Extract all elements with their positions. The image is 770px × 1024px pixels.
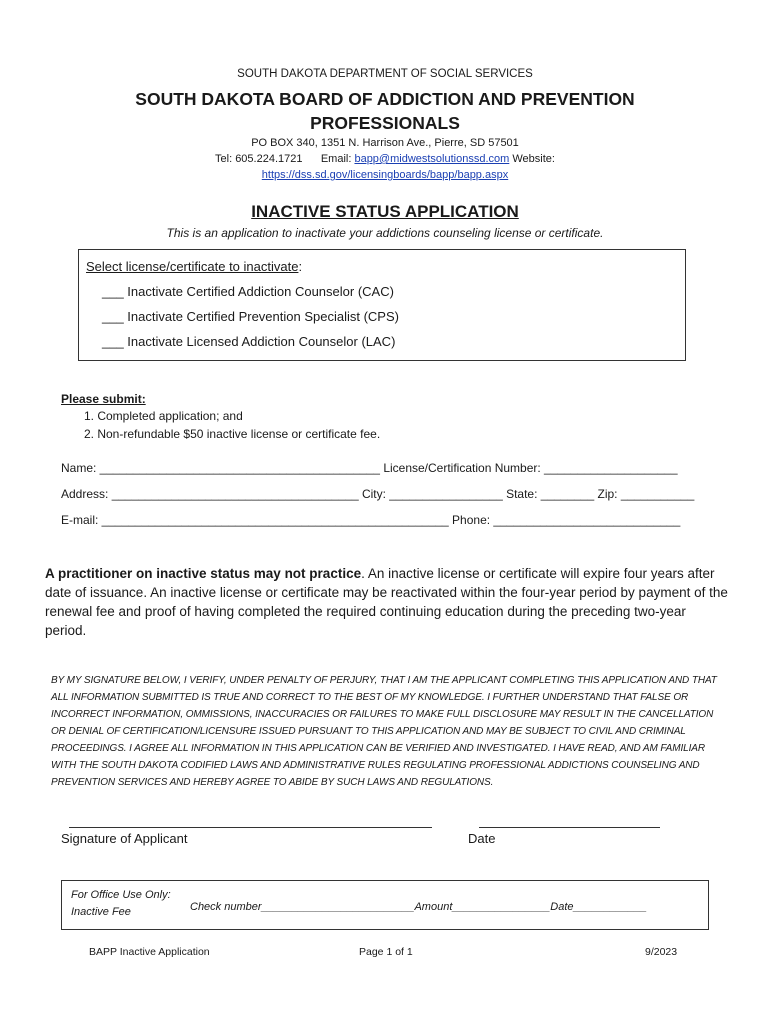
date-line[interactable] bbox=[479, 827, 660, 828]
selection-label bbox=[86, 259, 302, 274]
website-link[interactable]: https://dss.sd.gov/licensingboards/bapp/bapp.aspx bbox=[261, 169, 509, 181]
board-title-line1: SOUTH DAKOTA BOARD OF ADDICTION AND PREVENTION bbox=[135, 89, 635, 109]
submit-item-2: 2. Non-refundable $50 inactive license or certificate fee. bbox=[84, 427, 381, 441]
name-license-field-row[interactable]: Name: __________________________________________ License/Certification Number: ____________________ bbox=[61, 461, 678, 475]
footer-page-number: Page 1 of 1 bbox=[359, 946, 413, 958]
date-label: Date bbox=[468, 831, 496, 846]
contact-line bbox=[0, 153, 770, 165]
email-link[interactable]: bapp@midwestsolutionssd.com bbox=[354, 153, 510, 165]
form-subtitle: This is an application to inactivate your addictions counseling license or certificate. bbox=[166, 226, 604, 240]
inactive-fee-label: Inactive Fee bbox=[71, 906, 131, 918]
submit-heading: Please submit: bbox=[61, 392, 146, 406]
selection-label-colon: : bbox=[298, 259, 303, 274]
notice-bold: A practitioner on inactive status may not practice bbox=[45, 566, 362, 581]
footer-revision-date: 9/2023 bbox=[645, 946, 678, 958]
board-title bbox=[0, 87, 770, 135]
footer-form-name: BAPP Inactive Application bbox=[89, 946, 210, 958]
affirmation-statement: BY MY SIGNATURE BELOW, I VERIFY, UNDER PENALTY OF PERJURY, THAT I AM THE APPLICANT COMPLETING THIS APPLICATION AND THAT ALL INFORMATION SUBMITTED IS TRUE AND CORRECT TO THE BEST OF MY KNOWLEDGE. I FURTHER UNDERSTAND THAT FALSE OR INCORRECT INFORMATION, OMMISSIONS, INACCURACIES OR FAILURES TO MAKE FULL DISCLOSURE MAY RESULT IN THE CANCELLATION OR DENIAL OF CERTIFICATION/LICENSURE ISSUED PURSUANT TO THIS APPLICATION AND MAY BE SUBJECT TO CIVIL AND CRIMINAL PROCEEDINGS. I AGREE ALL INFORMATION IN THIS APPLICATION CAN BE VERIFIED AND INVESTIGATED. I HAVE READ, AND AM FAMILIAR WITH THE SOUTH DAKOTA CODIFIED LAWS AND ADMINISTRATIVE RULES REGULATING PROFESSIONAL ADDICTIONS COUNSELING AND PREVENTION SERVICES AND HEREBY AGREE TO ABIDE BY SUCH LAWS AND REGULATIONS. bbox=[51, 675, 717, 788]
notice-text: . An inactive license or certificate will expire four years after date of issuance. An inactive license or certificate may be reactivated within the four-year period by payment of the renewal fee and proof of having completed the required continuing education during the preceding two-year period. bbox=[45, 566, 728, 638]
submit-item-1: 1. Completed application; and bbox=[84, 409, 243, 423]
telephone: Tel: 605.224.1721 bbox=[215, 153, 303, 165]
office-fee-fields: Check number_________________________Amount________________Date____________ bbox=[190, 901, 647, 913]
website-label: Website: bbox=[512, 153, 555, 165]
form-title: INACTIVE STATUS APPLICATION bbox=[251, 202, 519, 221]
inactive-status-notice bbox=[45, 564, 730, 640]
option-cac[interactable]: ___ Inactivate Certified Addiction Counselor (CAC) bbox=[102, 284, 394, 299]
address-field-row[interactable]: Address: _____________________________________ City: _________________ State: ________ Zip: ___________ bbox=[61, 487, 695, 501]
department-name: SOUTH DAKOTA DEPARTMENT OF SOCIAL SERVICES bbox=[237, 68, 533, 80]
signature-label: Signature of Applicant bbox=[61, 831, 188, 846]
office-use-label: For Office Use Only: bbox=[71, 889, 171, 901]
email-phone-field-row[interactable]: E-mail: ____________________________________________________ Phone: ____________________________ bbox=[61, 513, 681, 527]
mailing-address: PO BOX 340, 1351 N. Harrison Ave., Pierre, SD 57501 bbox=[251, 137, 519, 149]
option-cps[interactable]: ___ Inactivate Certified Prevention Specialist (CPS) bbox=[102, 309, 399, 324]
signature-line[interactable] bbox=[69, 827, 432, 828]
option-lac[interactable]: ___ Inactivate Licensed Addiction Counselor (LAC) bbox=[102, 334, 396, 349]
website-row bbox=[0, 169, 770, 181]
selection-label-text: Select license/certificate to inactivate bbox=[86, 259, 299, 274]
email-label: Email: bbox=[320, 153, 352, 165]
board-title-line2: PROFESSIONALS bbox=[310, 113, 460, 133]
